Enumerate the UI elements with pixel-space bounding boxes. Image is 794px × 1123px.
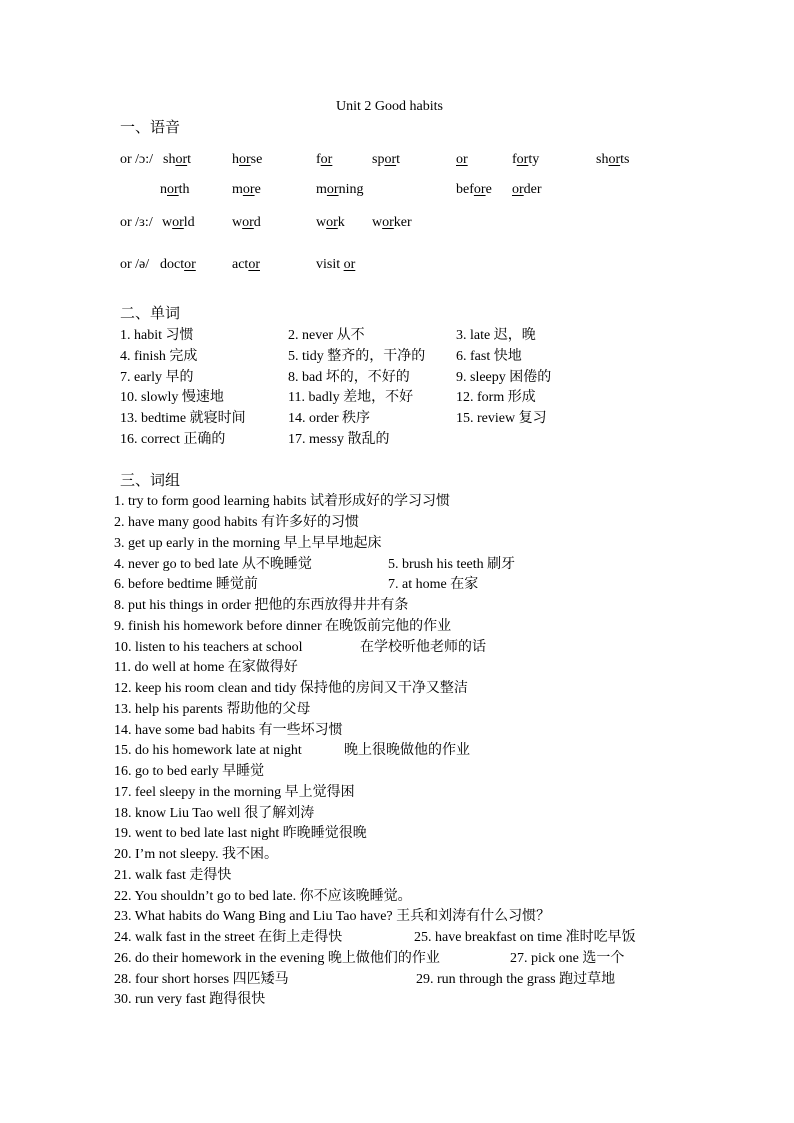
phrase-item-translation: 在学校听他老师的话 [360, 640, 486, 655]
section-heading-words: 二、单词 [120, 306, 181, 322]
phrase-item: 22. You shouldn’t go to bed late. 你不应该晚睡觉。 [114, 889, 412, 904]
phrase-item: 7. at home 在家 [388, 577, 479, 592]
phrase-item: 21. walk fast 走得快 [114, 868, 232, 883]
phrase-item: 2. have many good habits 有许多好的习惯 [114, 515, 359, 530]
word-morning: morning [316, 182, 364, 197]
word-north: north [160, 182, 190, 197]
vocab-item: 11. badly 差地，不好 [288, 390, 414, 405]
vocab-item: 6. fast 快地 [456, 349, 522, 364]
vocab-item: 13. bedtime 就寝时间 [120, 411, 246, 426]
vocab-item: 3. late 迟，晚 [456, 328, 536, 343]
phrase-item: 27. pick one 选一个 [510, 951, 625, 966]
phrase-item: 28. four short horses 四匹矮马 [114, 972, 289, 987]
phrase-item: 15. do his homework late at night [114, 743, 302, 758]
word-forty: forty [512, 152, 540, 167]
phonetic-label-or-aw: or /ɔ:/ [120, 152, 154, 167]
vocab-item: 5. tidy 整齐的，干净的 [288, 349, 426, 364]
phrase-item: 25. have breakfast on time 准时吃早饭 [414, 930, 636, 945]
phrase-item: 16. go to bed early 早睡觉 [114, 764, 265, 779]
word-visitor: visit or [316, 257, 356, 272]
word-doctor: doctor [160, 257, 196, 272]
vocab-item: 17. messy 散乱的 [288, 432, 390, 447]
vocab-item: 7. early 早的 [120, 370, 194, 385]
phrase-item: 23. What habits do Wang Bing and Liu Tao have? 王兵和刘涛有什么习惯？ [114, 909, 551, 924]
word-more: more [232, 182, 261, 197]
word-sport: sport [372, 152, 401, 167]
vocab-item: 8. bad 坏的，不好的 [288, 370, 410, 385]
phrase-item: 20. I’m not sleepy. 我不困。 [114, 847, 278, 862]
vocab-item: 10. slowly 慢速地 [120, 390, 224, 405]
phrase-item: 19. went to bed late last night 昨晚睡觉很晚 [114, 826, 367, 841]
phrase-item: 26. do their homework in the evening 晚上做他们的作业 [114, 951, 440, 966]
phrase-item: 9. finish his homework before dinner 在晚饭前完他的作业 [114, 619, 452, 634]
section-heading-pronunciation: 一、语音 [120, 120, 181, 136]
phrase-item: 8. put his things in order 把他的东西放得井井有条 [114, 598, 409, 613]
vocab-item: 2. never 从不 [288, 328, 365, 343]
page-title: Unit 2 Good habits [336, 99, 443, 114]
phonetic-label-or-er: or /ɜ:/ [120, 215, 153, 230]
word-word: word [232, 215, 261, 230]
phrase-item: 13. help his parents 帮助他的父母 [114, 702, 311, 717]
phrase-item: 17. feel sleepy in the morning 早上觉得困 [114, 785, 355, 800]
phrase-item-translation: 晚上很晚做他的作业 [344, 743, 470, 758]
word-or: or [456, 152, 468, 167]
phrase-item: 14. have some bad habits 有一些坏习惯 [114, 723, 343, 738]
word-world: world [162, 215, 195, 230]
phrase-item: 1. try to form good learning habits 试着形成好的学习习惯 [114, 494, 450, 509]
vocab-item: 14. order 秩序 [288, 411, 371, 426]
phrase-item: 12. keep his room clean and tidy 保持他的房间又干净又整洁 [114, 681, 468, 696]
phrase-item: 30. run very fast 跑得很快 [114, 992, 266, 1007]
section-heading-phrases: 三、词组 [120, 473, 181, 489]
word-short: short [163, 152, 192, 167]
phrase-item: 10. listen to his teachers at school [114, 640, 303, 655]
phrase-item: 11. do well at home 在家做得好 [114, 660, 298, 675]
phrase-item: 24. walk fast in the street 在街上走得快 [114, 930, 343, 945]
phrase-item: 6. before bedtime 睡觉前 [114, 577, 258, 592]
word-actor: actor [232, 257, 260, 272]
word-for: for [316, 152, 333, 167]
vocab-item: 15. review 复习 [456, 411, 547, 426]
phrase-item: 29. run through the grass 跑过草地 [416, 972, 616, 987]
vocab-item: 1. habit 习惯 [120, 328, 194, 343]
word-work: work [316, 215, 345, 230]
vocab-item: 12. form 形成 [456, 390, 536, 405]
word-shorts: shorts [596, 152, 630, 167]
vocab-item: 4. finish 完成 [120, 349, 198, 364]
phrase-item: 18. know Liu Tao well 很了解刘涛 [114, 806, 315, 821]
word-before: before [456, 182, 492, 197]
vocab-item: 9. sleepy 困倦的 [456, 370, 552, 385]
word-worker: worker [372, 215, 412, 230]
phrase-item: 5. brush his teeth 刷牙 [388, 557, 516, 572]
phrase-item: 4. never go to bed late 从不晚睡觉 [114, 557, 312, 572]
phrase-item: 3. get up early in the morning 早上早早地起床 [114, 536, 382, 551]
phonetic-label-or-schwa: or /ə/ [120, 257, 150, 272]
word-horse: horse [232, 152, 263, 167]
vocab-item: 16. correct 正确的 [120, 432, 226, 447]
word-order: order [512, 182, 542, 197]
